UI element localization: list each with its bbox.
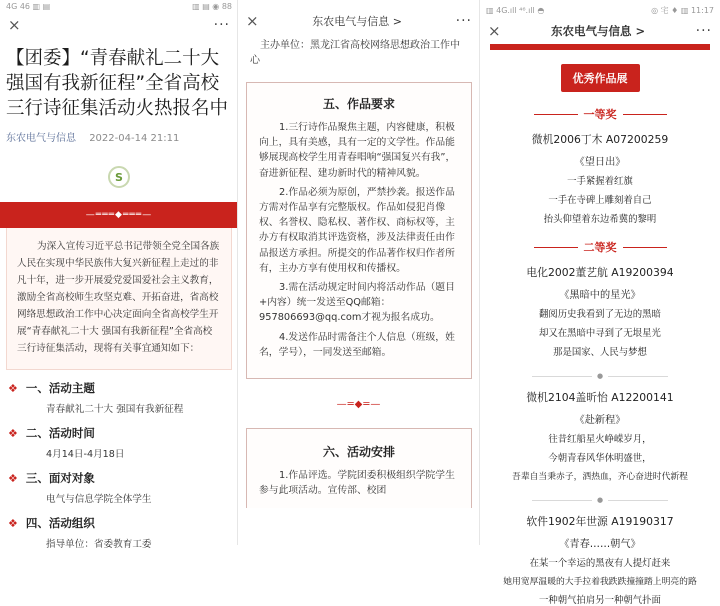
requirement-paragraph: 2.作品必须为原创，严禁抄袭。报送作品方需对作品享有完整版权。作品如侵犯肖像权、名誉权、隐私权、著作权、商标权等，主办方有权取消其评选资格，涉及法律责任由作品报送方承担。所提交的作品著作权归作者所有，主办方享有使用权和传播权。 [259,186,455,274]
entry-line: 一手紧握着红旗 [567,176,633,187]
arrangement-paragraph: 1.作品评选。学院团委积极组织学院学生参与此项活动。宣传部、校团 [259,470,455,497]
exhibit-wrap [480,64,720,92]
top-bar [238,8,480,34]
entry-line: 抬头仰望着东边希冀的黎明 [543,214,657,225]
top-bar [0,12,238,38]
logo-wrap [0,166,238,188]
entry-line: 翻阅历史我看到了无边的黑暗 [539,309,661,320]
poem-entry [480,265,720,358]
requirement-paragraph: 3.需在活动规定时间内将活动作品（题目+内容）统一发送至QQ邮箱：957806693@qq.com才视为报名成功。 [259,282,455,324]
diamond-icon: ❖ [8,381,18,395]
section-heading: 一、活动主题 [25,381,95,395]
close-icon[interactable]: × [246,12,259,30]
status-left: 4G 46 ▥ ▤ [6,1,51,11]
article-meta [0,121,238,144]
organizer-text: 主办单位：黑龙江省高校网络思想政治工作中心 [250,40,460,66]
more-icon[interactable]: ··· [695,23,712,39]
diamond-icon: ❖ [8,426,18,440]
section-body: 电气与信息学院全体学生 [46,494,152,505]
close-icon[interactable]: × [488,22,501,40]
more-icon[interactable]: ··· [455,13,472,29]
red-top-band [490,44,710,50]
entry-author: 微机2006丁木 A07200259 [531,133,669,146]
entry-line: 往昔红船星火峥嵘岁月， [548,434,652,445]
section-item [8,380,230,415]
status-right: ◎ 宅 ♦ ▥ 11:17 [651,5,714,15]
poem-entry [480,514,720,606]
entry-line: 她用宽厚温暖的大手拉着我跌跌撞撞踏上明亮的路 [503,577,697,587]
award-label: 二等奖 [583,241,617,254]
entry-line: 一种朝气拍肩另一种朝气扑面 [539,595,661,606]
red-banner [0,202,238,228]
status-right: ▥ ▤ ◉ 88 [192,1,232,11]
status-bar [0,0,238,12]
top-bar [480,20,720,42]
entry-line: 吾辈自当秉赤子，洒热血，齐心奋进时代新程 [512,472,688,482]
award-label: 一等奖 [583,108,617,121]
diamond-icon: ❖ [8,516,18,530]
close-icon[interactable]: × [8,16,21,34]
entry-author: 电化2002董艺航 A19200394 [526,266,674,279]
entry-title: 《赴新程》 [574,415,626,426]
section-body: 4月14日-4月18日 [46,449,125,460]
requirement-paragraph: 1.三行诗作品聚焦主题，内容健康，积极向上，具有美感，具有一定的文学性。作品能够展现高校学生用青春唱响“强国复兴有我”，奋进新征程、建功新时代的精神风貌。 [259,122,456,179]
section-body: 指导单位：省委教育工委 [46,539,152,550]
entry-line: 在某一个幸运的黑夜有人提灯赶来 [529,558,671,569]
section-body: 青春献礼二十大 强国有我新征程 [46,404,184,415]
entry-author: 软件1902年世源 A19190317 [526,515,674,528]
article-panel-middle [238,0,480,545]
article-panel-right [480,0,720,606]
section-heading: 四、活动组织 [25,516,95,530]
requirements-heading: 五、作品要求 [322,97,395,111]
arrangement-box [246,428,472,508]
diamond-icon: ❖ [8,471,18,485]
entry-divider: ● [480,496,720,504]
requirements-box [246,82,472,379]
entry-line: 今朝青春风华休明盛世， [548,453,652,464]
article-title: 【团委】“青春献礼二十大 强国有我新征程”全省高校三行诗征集活动火热报名中 [6,48,229,119]
section-heading: 二、活动时间 [25,426,95,440]
school-logo-icon: S [108,166,130,188]
publish-date: 2022-04-14 21:11 [89,133,180,144]
award-header [480,106,720,122]
sections-list [0,380,238,550]
section-item [8,515,230,550]
arrangement-heading: 六、活动安排 [322,445,395,460]
banner-ornament: —═══◆═══— [85,210,153,220]
status-bar [480,0,720,20]
article-panel-left [0,0,238,550]
award-header [480,239,720,255]
poem-entry [480,390,720,482]
section-item [8,425,230,460]
entry-author: 微机2104盖昕怡 A12200141 [526,391,674,404]
status-left: ▥ 4G.ıll ⁴⁶.ıll ◓ [486,5,545,15]
entry-title: 《青春……朝气》 [559,539,641,550]
entry-line: 却又在黑暗中寻到了无垠星光 [539,328,661,339]
section-ornament: —═◆═— [336,399,382,411]
entry-line: 一手在寺碑上雕刻着自己 [548,195,652,206]
intro-text: 为深入宣传习近平总书记带领全党全国各族人民在实现中华民族伟大复兴新征程上走过的非凡十年，进一步开展爱党爱国爱社会主义教育，激励全省高校师生攻坚克难、开拓奋进，省高校网络思想政治工作中心决定面向全省高校学生开展“青春献礼二十大 强国有我新征程”全省高校三行诗征集活动，现将有关事宜通知如下： [6,228,232,370]
more-icon[interactable]: ··· [213,17,230,33]
exhibit-title: 优秀作品展 [561,64,640,92]
entry-line: 那是国家、人民与梦想 [553,347,647,358]
requirement-paragraph: 4.发送作品时需备注个人信息（班级，姓名，学号），一同发送至邮箱。 [259,331,455,358]
entry-title: 《望日出》 [574,157,626,168]
account-title-link[interactable]: 东农电气与信息 > [312,15,402,28]
account-link[interactable]: 东农电气与信息 [6,133,76,144]
entry-title: 《黑暗中的星光》 [559,290,641,301]
poem-entry [480,132,720,225]
section-heading: 三、面对对象 [25,471,95,485]
section-item [8,470,230,505]
entry-divider: ● [480,372,720,380]
account-title-link[interactable]: 东农电气与信息 > [551,24,646,38]
